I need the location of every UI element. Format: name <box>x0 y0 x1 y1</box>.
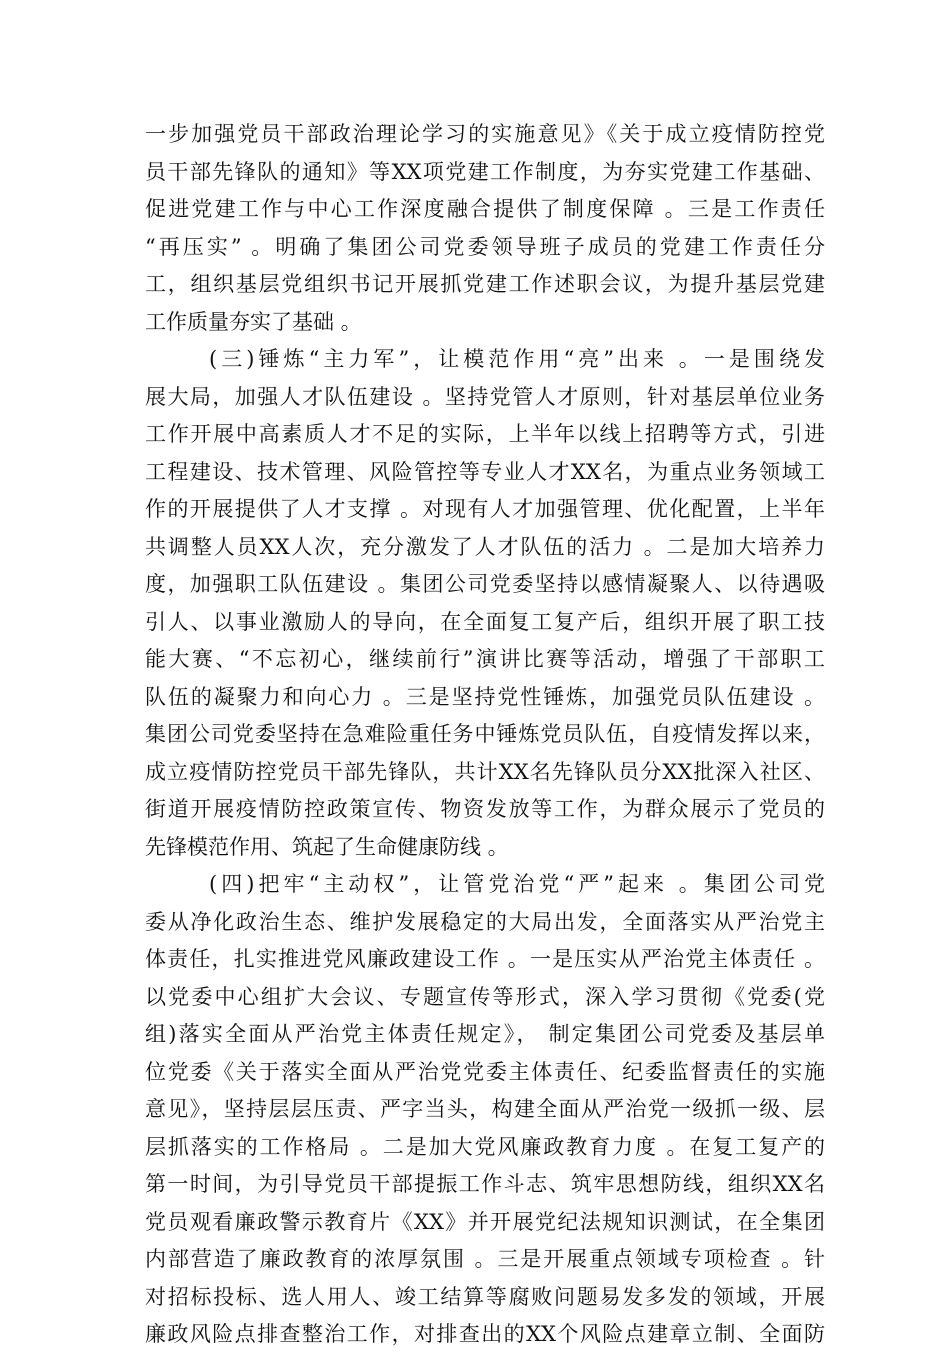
text-line: (三)锤炼“主力军”，让模范作用“亮”出来 。一是围绕发 <box>209 347 825 371</box>
text-line: 展大局，加强人才队伍建设 。坚持党管人才原则，针对基层单位业务 <box>145 384 825 409</box>
text-line: 街道开展疫情防控政策宣传、物资发放等工作，为群众展示了党员的 <box>145 797 825 821</box>
text-line: 员干部先锋队的通知》等XX项党建工作制度，为夯实党建工作基础、 <box>145 159 825 184</box>
text-line: 内部营造了廉政教育的浓厚氛围 。三是开展重点领域专项检查 。针 <box>145 1247 825 1271</box>
text-line: 工作质量夯实了基础 。 <box>145 309 362 334</box>
text-line: 工作开展中高素质人才不足的实际，上半年以线上招聘等方式，引进 <box>145 422 825 446</box>
text-line: 对招标投标、选人用人、竣工结算等腐败问题易发多发的领域，开展 <box>145 1284 825 1309</box>
text-line: “再压实” 。明确了集团公司党委领导班子成员的党建工作责任分 <box>145 234 825 259</box>
text-line: 队伍的凝聚力和向心力 。三是坚持党性锤炼，加强党员队伍建设 。 <box>145 684 825 709</box>
text-line: 以党委中心组扩大会议、专题宣传等形式，深入学习贯彻《党委(党 <box>145 984 825 1009</box>
text-line: (四)把牢“主动权”，让管党治党“严”起来 。集团公司党 <box>209 872 825 896</box>
text-line: 体责任，扎实推进党风廉政建设工作 。一是压实从严治党主体责任 。 <box>145 947 825 971</box>
text-line: 一步加强党员干部政治理论学习的实施意见》《关于成立疫情防控党 <box>145 122 825 146</box>
text-line: 工，组织基层党组织书记开展抓党建工作述职会议，为提升基层党建 <box>145 272 825 296</box>
text-line: 成立疫情防控党员干部先锋队，共计XX名先锋队员分XX批深入社区、 <box>145 759 825 784</box>
text-line: 作的开展提供了人才支撑 。对现有人才加强管理、优化配置，上半年 <box>145 497 825 521</box>
text-line: 集团公司党委坚持在急难险重任务中锤炼党员队伍，自疫情发挥以来， <box>145 722 825 746</box>
text-line: 委从净化政治生态、维护发展稳定的大局出发，全面落实从严治党主 <box>145 909 825 934</box>
text-line: 促进党建工作与中心工作深度融合提供了制度保障 。三是工作责任 <box>145 197 825 221</box>
text-line: 组)落实全面从严治党主体责任规定》， 制定集团公司党委及基层单 <box>145 1022 825 1046</box>
text-line: 廉政风险点排查整治工作，对排查出的XX个风险点建章立制、全面防 <box>145 1322 825 1346</box>
text-line: 工程建设、技术管理、风险管控等专业人才XX名，为重点业务领域工 <box>145 459 825 484</box>
text-line: 能大赛、“不忘初心，继续前行”演讲比赛等活动，增强了干部职工 <box>145 647 825 671</box>
document-page <box>145 116 825 1354</box>
text-line: 先锋模范作用、筑起了生命健康防线 。 <box>145 834 509 859</box>
text-line: 度，加强职工队伍建设 。集团公司党委坚持以感情凝聚人、以待遇吸 <box>145 572 825 596</box>
text-line: 共调整人员XX人次，充分激发了人才队伍的活力 。二是加大培养力 <box>145 534 825 559</box>
text-line: 第一时间，为引导党员干部提振工作斗志、筑牢思想防线，组织XX名 <box>145 1172 825 1196</box>
text-line: 党员观看廉政警示教育片《XX》并开展党纪法规知识测试，在全集团 <box>145 1209 825 1234</box>
text-line: 位党委《关于落实全面从严治党党委主体责任、纪委监督责任的实施 <box>145 1059 825 1084</box>
text-line: 意见》，坚持层层压责、严字当头，构建全面从严治党一级抓一级、层 <box>145 1097 825 1121</box>
text-line: 引人、以事业激励人的导向，在全面复工复产后，组织开展了职工技 <box>145 609 825 634</box>
text-line: 层抓落实的工作格局 。二是加大党风廉政教育力度 。在复工复产的 <box>145 1134 825 1159</box>
